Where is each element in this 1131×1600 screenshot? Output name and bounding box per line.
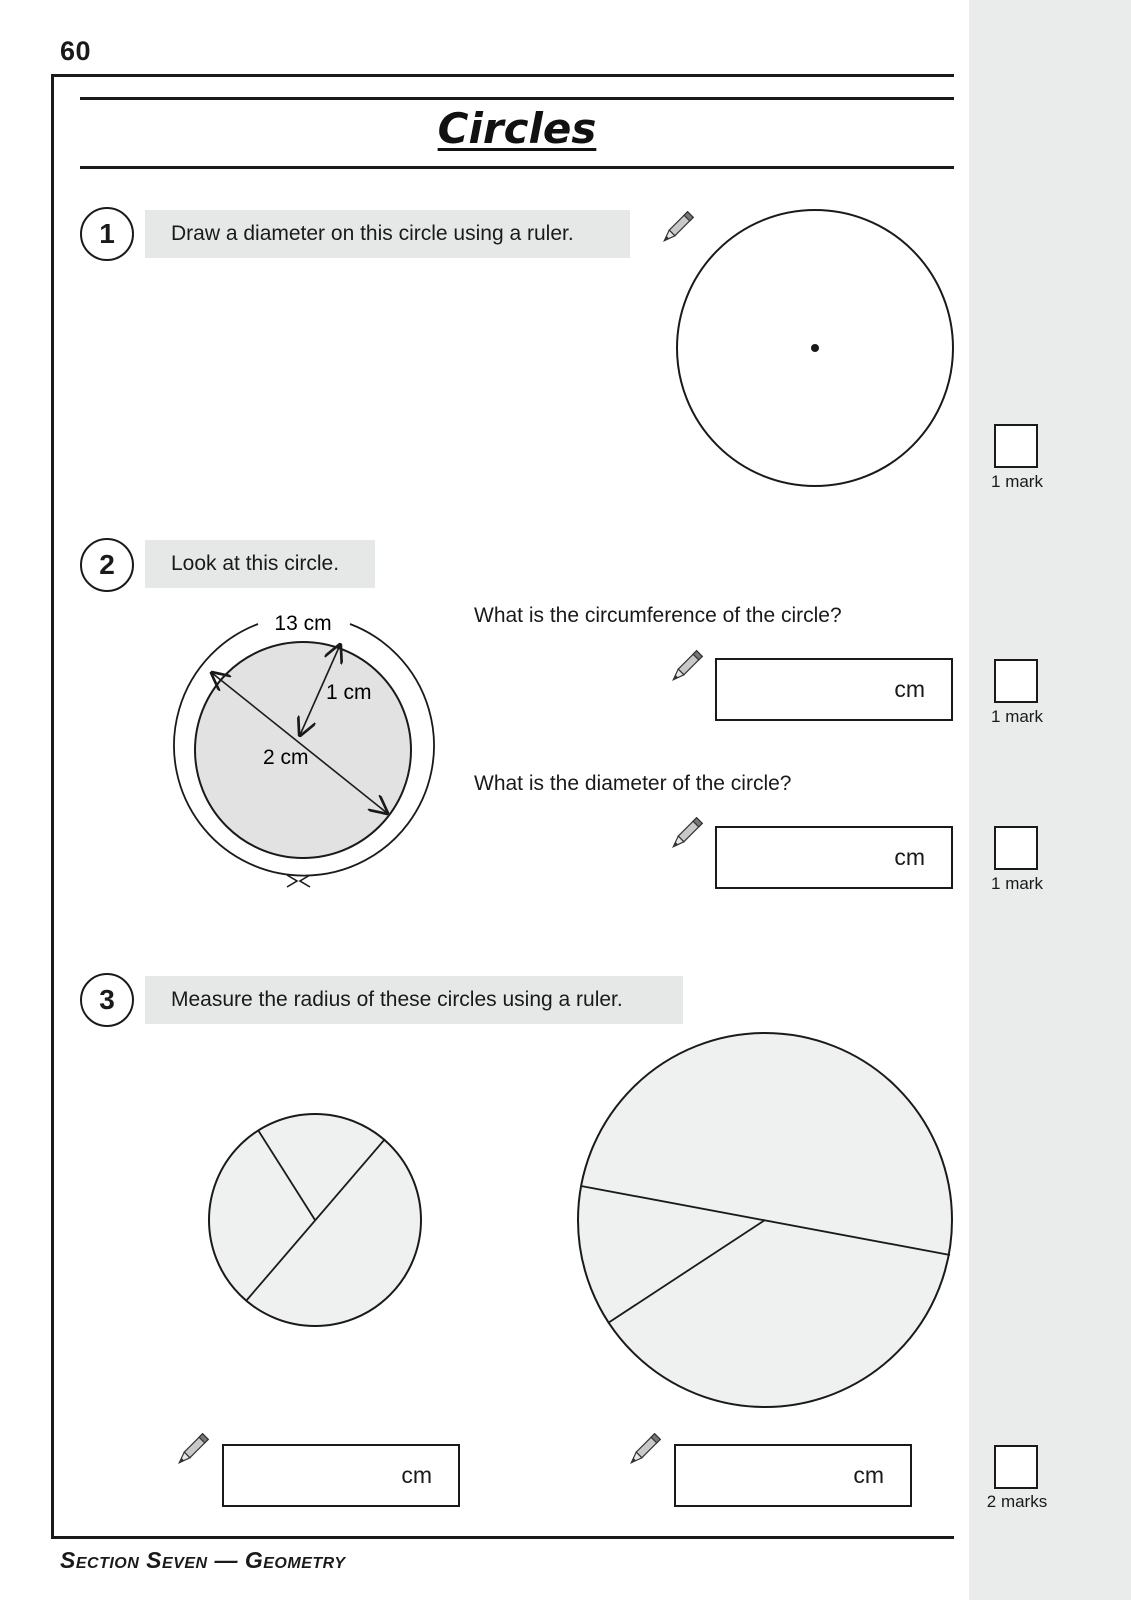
question-1-number: 1: [80, 207, 134, 261]
mark-box-q2a[interactable]: [994, 659, 1038, 703]
question-2b-prompt: What is the diameter of the circle?: [474, 772, 792, 795]
section-footer: Section Seven — Geometry: [60, 1547, 346, 1573]
question-1-circle[interactable]: [670, 205, 960, 495]
pencil-icon: [622, 1428, 666, 1472]
mark-label-q1: 1 mark: [991, 472, 1043, 491]
page-title: Circles: [437, 104, 597, 153]
question-2-number: 2: [80, 538, 134, 592]
question-2a-prompt: What is the circumference of the circle?: [474, 604, 842, 627]
title-rule-top: [80, 97, 954, 100]
pencil-icon: [664, 812, 708, 856]
page-number: 60: [60, 36, 92, 66]
mark-label-q3: 2 marks: [986, 1492, 1048, 1511]
label-radius: 1 cm: [326, 681, 372, 704]
answer-box-radius-small[interactable]: [222, 1444, 460, 1507]
mark-label-q2b: 1 mark: [991, 874, 1043, 893]
question-2-text: Look at this circle.: [145, 540, 375, 588]
question-2-diagram: [160, 605, 450, 905]
answer-box-circumference[interactable]: [715, 658, 953, 721]
marks-margin: [969, 0, 1131, 1600]
label-outer: 13 cm: [274, 612, 332, 635]
answer-box-diameter[interactable]: [715, 826, 953, 889]
pencil-icon: [664, 645, 708, 689]
question-1-text: Draw a diameter on this circle using a ruler.: [145, 210, 630, 258]
pencil-icon: [170, 1428, 214, 1472]
mark-box-q1[interactable]: [994, 424, 1038, 468]
unit-label: cm: [894, 676, 925, 702]
unit-label: cm: [853, 1462, 884, 1488]
question-3-number: 3: [80, 973, 134, 1027]
answer-box-radius-large[interactable]: [674, 1444, 912, 1507]
question-3-small-circle: [200, 1105, 430, 1335]
page-frame-bottom: [51, 1536, 954, 1539]
title-rule-bottom: [80, 166, 954, 169]
circle-centre-dot: [811, 344, 819, 352]
page-frame-top: [51, 74, 954, 77]
unit-label: cm: [894, 844, 925, 870]
page-frame-left: [51, 74, 54, 1539]
unit-label: cm: [401, 1462, 432, 1488]
label-diameter: 2 cm: [263, 746, 309, 769]
mark-label-q2a: 1 mark: [991, 707, 1043, 726]
question-3-text: Measure the radius of these circles using a ruler.: [145, 976, 683, 1024]
mark-box-q3[interactable]: [994, 1445, 1038, 1489]
question-3-large-circle: [570, 1026, 960, 1416]
mark-box-q2b[interactable]: [994, 826, 1038, 870]
